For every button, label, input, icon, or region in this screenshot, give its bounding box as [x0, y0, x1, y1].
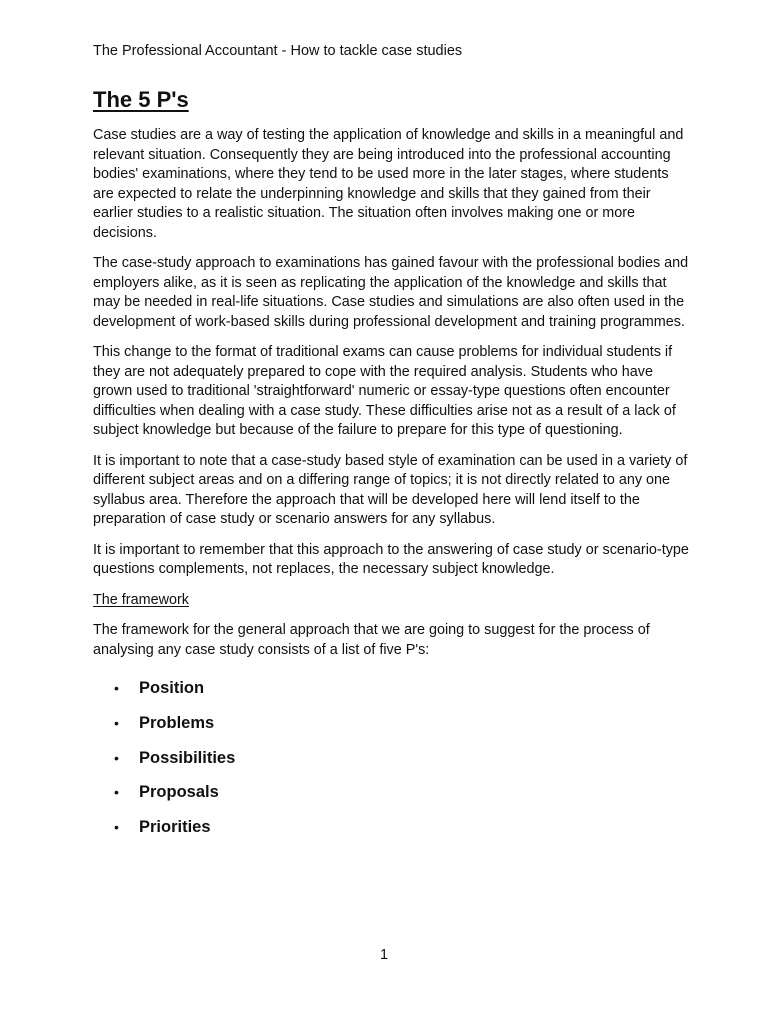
page-title: The 5 P's	[93, 87, 189, 112]
framework-intro: The framework for the general approach that we are going to suggest for the process of analysing any case study consists of a list of five P's:	[93, 622, 650, 658]
list-item-problems	[93, 706, 693, 741]
framework-heading: The framework	[93, 591, 189, 608]
bullet-icon: •	[114, 784, 119, 801]
bullet-icon: •	[114, 749, 119, 766]
list-item-label: Possibilities	[139, 748, 236, 767]
list-item-label: Priorities	[139, 818, 211, 837]
body-content	[93, 126, 693, 844]
list-item-label: Proposals	[139, 783, 219, 802]
page-number: 1	[379, 947, 389, 963]
list-item-label: Problems	[139, 714, 215, 733]
paragraph-subject-areas: It is important to note that a case-study based style of examination can be used in a variety of different subject areas and on a differing range of topics; it is not directly related to any one syllabus area. Therefore the approach that will be developed here will lend itself to the preparation of case study or scenario answers for any syllabus.	[93, 452, 688, 527]
paragraph-approach: The case-study approach to examinations has gained favour with the professional bodies and employers alike, as it is seen as replicating the application of the knowledge and skills that may be needed in real-life situations. Case studies and simulations are also often used in the development of work-based skills during professional development and training programmes.	[93, 255, 689, 330]
list-item-possibilities	[93, 740, 693, 775]
paragraph-intro: Case studies are a way of testing the application of knowledge and skills in a meaningful and relevant situation. Consequently they are being introduced into the professional accounting bodies' examinations, where they tend to be used more in the later stages, where students are expected to relate the underpinning knowledge and skills that they gained from their earlier studies to a realistic situation. The situation often involves making one or more decisions.	[93, 127, 684, 241]
list-item-position	[93, 671, 693, 706]
list-item-priorities	[93, 810, 693, 845]
bullet-icon: •	[114, 715, 119, 732]
five-ps-list	[93, 671, 693, 844]
paragraph-complements: It is important to remember that this approach to the answering of case study or scenario-type questions complements, not replaces, the necessary subject knowledge.	[93, 541, 689, 577]
list-item-label: Position	[139, 679, 205, 698]
paragraph-format-change: This change to the format of traditional exams can cause problems for individual students if they are not adequately prepared to cope with the required analysis. Students who have grown used to traditional 'straightforward' numeric or essay-type questions often encounter difficulties when dealing with a case study. These difficulties arise not as a result of a lack of subject knowledge but because of the failure to prepare for this type of questioning.	[93, 344, 676, 438]
bullet-icon: •	[114, 680, 119, 697]
list-item-proposals	[93, 775, 693, 810]
running-header: The Professional Accountant - How to tackle case studies	[93, 43, 463, 59]
bullet-icon: •	[114, 819, 119, 836]
